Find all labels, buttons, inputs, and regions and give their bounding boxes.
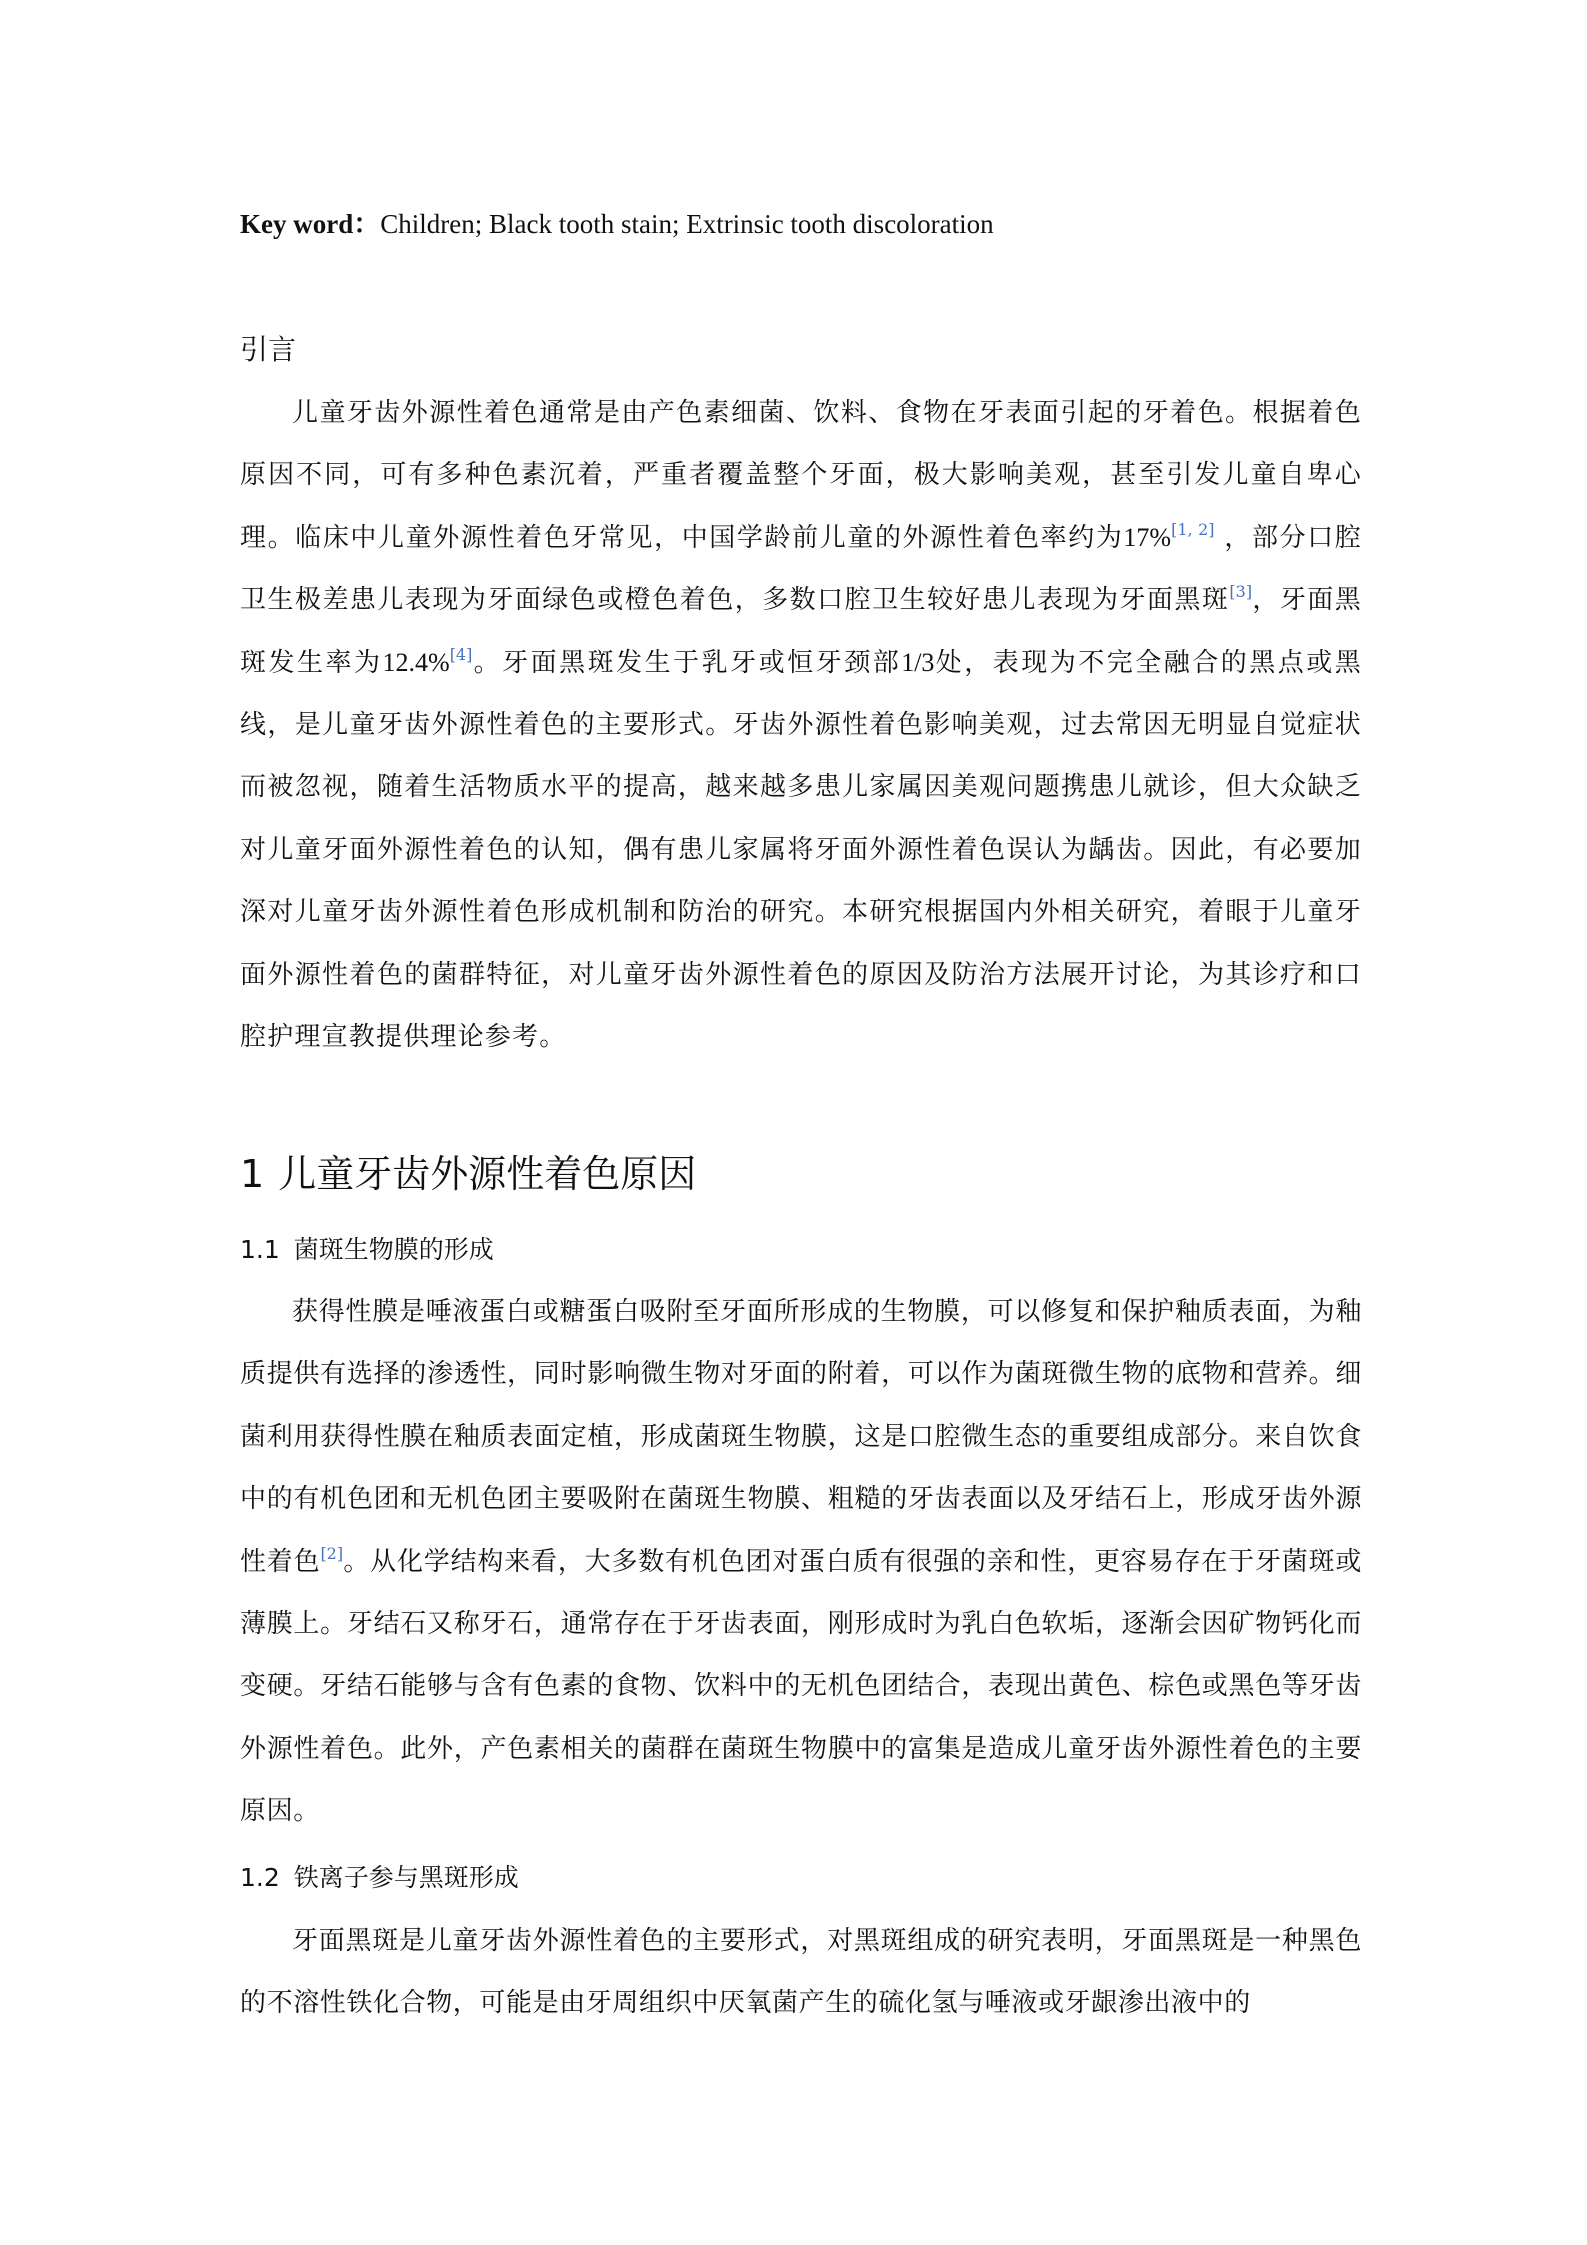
citation-link[interactable]: [2] [320,1543,344,1563]
intro-text-5: 处，表现为不完全融合的黑点或黑线，是儿童牙齿外源性着色的主要形式。牙齿外源性着色影响美观，过去常因无明显自觉症状而被忽视，随着生活物质水平的提高，越来越多患儿家属因美观问题携患儿就诊，但大众缺乏对儿童牙面外源性着色的认知，偶有患儿家属将牙面外源性着色误认为龋齿。因此，有必要加深对儿童牙齿外源性着色形成机制和防治的研究。本研究根据国内外相关研究，着眼于儿童牙面外源性着色的菌群特征，对儿童牙齿外源性着色的原因及防治方法展开讨论，为其诊疗和口腔护理宣教提供理论参考。 [240,647,1362,1053]
section-1-1-heading [240,1232,494,1268]
section-1-2-paragraph [240,1910,1362,2035]
keywords-text: Children; Black tooth stain; Extrinsic tooth discoloration [380,209,994,239]
intro-value-1: 17% [1123,522,1172,552]
keywords-label: Key word： [240,209,381,239]
section-1-1-title: 菌斑生物膜的形成 [293,1235,494,1264]
section-1-1-paragraph [240,1281,1362,1843]
intro-heading: 引言 [240,333,297,366]
intro-value-3: 1/3 [901,647,935,677]
section-1-2-title: 铁离子参与黑斑形成 [293,1863,519,1892]
keywords-line [240,206,1350,242]
citation-link[interactable]: [3] [1229,582,1253,602]
section-1-heading [240,1148,696,1200]
section-1-title: 儿童牙齿外源性着色原因 [278,1152,697,1196]
intro-text-2: ，部分口腔卫生极差患儿表现为牙面绿色或橙色着色，多数口腔卫生较好患儿表现为牙面黑斑 [240,522,1362,616]
section-1-2-number: 1.2 [240,1863,280,1892]
section-1-1-number: 1.1 [240,1235,280,1264]
intro-text-4: 。牙面黑斑发生于乳牙或恒牙颈部 [472,647,902,678]
citation-link[interactable]: [4] [449,644,473,664]
intro-text-3: ，牙面黑斑发生率为 [240,585,1362,678]
citation-link[interactable]: [1, 2] [1171,519,1215,539]
section-1-2-heading [240,1860,519,1896]
intro-paragraph [240,382,1362,1068]
section-1-1-text-1: 获得性膜是唾液蛋白或糖蛋白吸附至牙面所形成的生物膜，可以修复和保护釉质表面，为釉质提供有选择的渗透性，同时影响微生物对牙面的附着，可以作为菌斑微生物的底物和营养。细菌利用获得性膜在釉质表面定植，形成菌斑生物膜，这是口腔微生态的重要组成部分。来自饮食中的有机色团和无机色团主要吸附在菌斑生物膜、粗糙的牙齿表面以及牙结石上，形成牙齿外源性着色 [240,1297,1362,1577]
section-1-2-text-1: 牙面黑斑是儿童牙齿外源性着色的主要形式，对黑斑组成的研究表明，牙面黑斑是一种黑色的不溶性铁化合物，可能是由牙周组织中厌氧菌产生的硫化氢与唾液或牙龈渗出液中的 [240,1926,1362,2019]
section-1-1-text-2: 。从化学结构来看，大多数有机色团对蛋白质有很强的亲和性，更容易存在于牙菌斑或薄膜上。牙结石又称牙石，通常存在于牙齿表面，刚形成时为乳白色软垢，逐渐会因矿物钙化而变硬。牙结石能够与含有色素的食物、饮料中的无机色团结合，表现出黄色、棕色或黑色等牙齿外源性着色。此外，产色素相关的菌群在菌斑生物膜中的富集是造成儿童牙齿外源性着色的主要原因。 [240,1546,1362,1827]
section-1-number: 1 [240,1152,265,1196]
intro-text-1: 儿童牙齿外源性着色通常是由产色素细菌、饮料、食物在牙表面引起的牙着色。根据着色原因不同，可有多种色素沉着，严重者覆盖整个牙面，极大影响美观，甚至引发儿童自卑心理。临床中儿童外源性着色牙常见，中国学龄前儿童的外源性着色率约为 [240,398,1362,553]
intro-value-2: 12.4% [382,647,450,677]
